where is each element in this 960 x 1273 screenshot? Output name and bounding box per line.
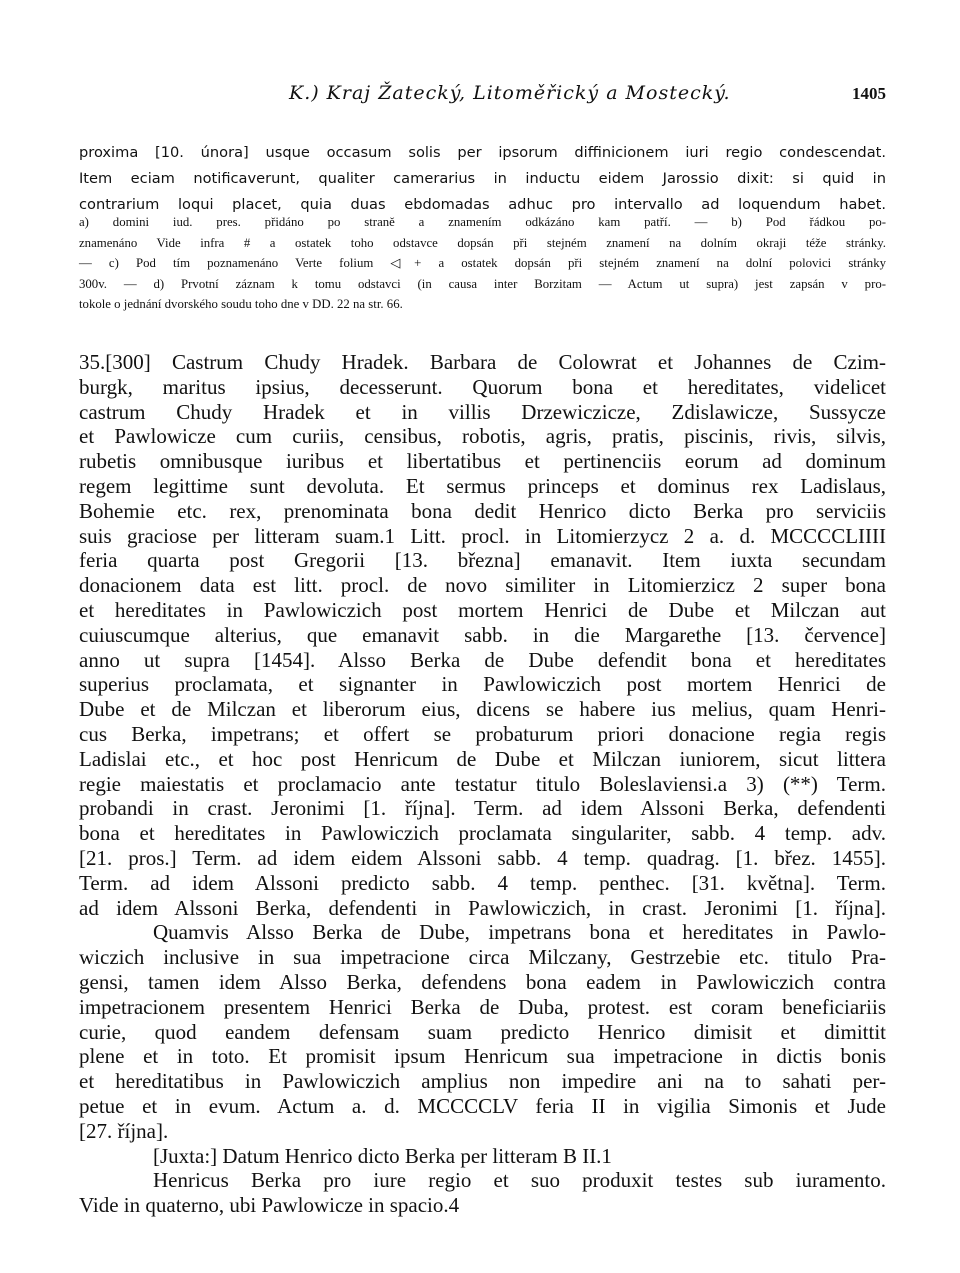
- continuation-line: Item eciam notificaverunt, qualiter camerarius in inductu eidem Jarossio dixit: si quid in: [79, 170, 886, 187]
- entry-line: cus Berka, impetrans; et offert se probaturum priori donacione regia regis: [79, 721, 886, 746]
- entry-line: cuiuscumque alterius, que emanavit sabb. in die Margarethe [13. července]: [79, 622, 886, 647]
- entry-line: et hereditates in Pawlowiczich post mortem Henrici de Dube et Milczan aut: [79, 597, 886, 622]
- entry-line: suis graciose per litteram suam.1 Litt. procl. in Litomierzycz 2 a. d. MCCCCLIIII: [79, 523, 886, 548]
- entry-line: et Pawlowicze cum curiis, censibus, robotis, agris, pratis, piscinis, rivis, silvis,: [79, 424, 886, 449]
- page-header: [79, 82, 886, 112]
- entry-line: bona et hereditates in Pawlowiczich proclamata singulariter, sabb. 4 temp. adv.: [79, 821, 886, 846]
- entry-line: Quamvis Alsso Berka de Dube, impetrans bona et hereditates in Pawlo-: [153, 920, 886, 945]
- page-number: 1405: [852, 84, 886, 103]
- entry-line: castrum Chudy Hradek et in villis Drzewiczicze, Zdislawicze, Sussycze: [79, 399, 886, 424]
- entry-line: [27. října].: [79, 1118, 169, 1143]
- entry-35: [79, 350, 886, 1218]
- entry-line: et hereditatibus in Pawlowiczich amplius non impedire ani na to sahati per-: [79, 1069, 886, 1094]
- running-head: K.) Kraj Žatecký, Litoměřický a Mostecký.: [289, 82, 731, 104]
- entry-line: Vide in quaterno, ubi Pawlowicze in spacio.4: [79, 1193, 460, 1218]
- entry-line: wiczich inclusive in sua impetracione circa Milczany, Gestrzebie etc. titulo Pra-: [79, 945, 886, 970]
- note-line: tokole o jednání dvorského soudu toho dne v DD. 22 na str. 66.: [79, 297, 403, 311]
- note-line: 300v. — d) Prvotní záznam k tomu odstavci (in causa inter Borzitam — Actum ut supra) jest zapsán v pro-: [79, 276, 886, 291]
- entry-line: Ladislai etc., et hoc post Henricum de Dube et Milczan iuniorem, sicut littera: [79, 746, 886, 771]
- entry-line: Henricus Berka pro iure regio et suo produxit testes sub iuramento.: [153, 1168, 886, 1193]
- entry-line: superius proclamata, et signanter in Pawlowiczich post mortem Henrici de: [79, 672, 886, 697]
- continuation-line: proxima [10. února] usque occasum solis per ipsorum diffinicionem iuri regio condescendat.: [79, 144, 886, 161]
- entry-line: Term. ad idem Alssoni predicto sabb. 4 temp. penthec. [31. května]. Term.: [79, 870, 886, 895]
- entry-line: donacionem data est litt. procl. de novo similiter in Litomierzicz 2 super bona: [79, 573, 886, 598]
- entry-line: Bohemie etc. rex, prenominata bona dedit Henrico dicto Berka pro serviciis: [79, 498, 886, 523]
- entry-line: anno ut supra [1454]. Alsso Berka de Dube defendit bona et hereditates: [79, 647, 886, 672]
- note-line: — c) Pod tím poznamenáno Verte folium ◁+ a ostatek dopsán při stejném znamení na dolní polovici stránky: [79, 256, 886, 270]
- entry-line: Dube et de Milczan et liberorum eius, dicens se habere ius melius, quam Henri-: [79, 697, 886, 722]
- entry-line: impetracionem presentem Henrici Berka de Duba, protest. est coram beneficiariis: [79, 994, 886, 1019]
- entry-line: [Juxta:] Datum Henrico dicto Berka per litteram B II.1: [153, 1143, 612, 1168]
- continuation-line: contrarium loqui placet, quia duas ebdomadas adhuc pro intervallo ad loquendum habet.: [79, 196, 886, 213]
- entry-line: petue et in evum. Actum a. d. MCCCCLV feria II in vigilia Simonis et Jude: [79, 1093, 886, 1118]
- entry-line: 35.[300] Castrum Chudy Hradek. Barbara de Colowrat et Johannes de Czim-: [79, 350, 886, 374]
- entry-line: plene et in toto. Et promisit ipsum Henricum sua impetracione in dictis bonis: [79, 1044, 886, 1069]
- entry-line: ad idem Alssoni Berka, defendenti in Pawlowiczich, in crast. Jeronimi [1. října].: [79, 895, 886, 920]
- entry-line: regie maiestatis et proclamacio ante testatur titulo Boleslaviensi.a 3) (**) Term.: [79, 771, 886, 796]
- entry-line: probandi in crast. Jeronimi [1. října]. Term. ad idem Alssoni Berka, defendenti: [79, 796, 886, 821]
- entry-line: gensi, tamen idem Alsso Berka, defendens bona eadem in Pawlowiczich contra: [79, 969, 886, 994]
- continuation-paragraph: [79, 140, 886, 218]
- entry-line: curie, quod eandem defensam suam predicto Henrico dimisit et dimittit: [79, 1019, 886, 1044]
- entry-line: burgk, maritus ipsius, decesserunt. Quorum bona et hereditates, videlicet: [79, 374, 886, 399]
- critical-notes: [79, 212, 886, 315]
- entry-line: regem legittime sunt devoluta. Et sermus princeps et dominus rex Ladislaus,: [79, 473, 886, 498]
- entry-line: feria quarta post Gregorii [13. března] emanavit. Item iuxta secundam: [79, 548, 886, 573]
- entry-line: [21. pros.] Term. ad idem eidem Alssoni sabb. 4 temp. quadrag. [1. břez. 1455].: [79, 845, 886, 870]
- entry-line: rubetis omnibusque iuribus et libertatibus et pertinenciis eorum ad dominum: [79, 449, 886, 474]
- note-line: a) domini iud. pres. přidáno po straně a znamením odkázáno kam patří. — b) Pod řádkou po-: [79, 215, 886, 229]
- note-line: znamenáno Vide infra # a ostatek toho odstavce dopsán při stejném znamení na dolním okraji téže stránky.: [79, 235, 886, 250]
